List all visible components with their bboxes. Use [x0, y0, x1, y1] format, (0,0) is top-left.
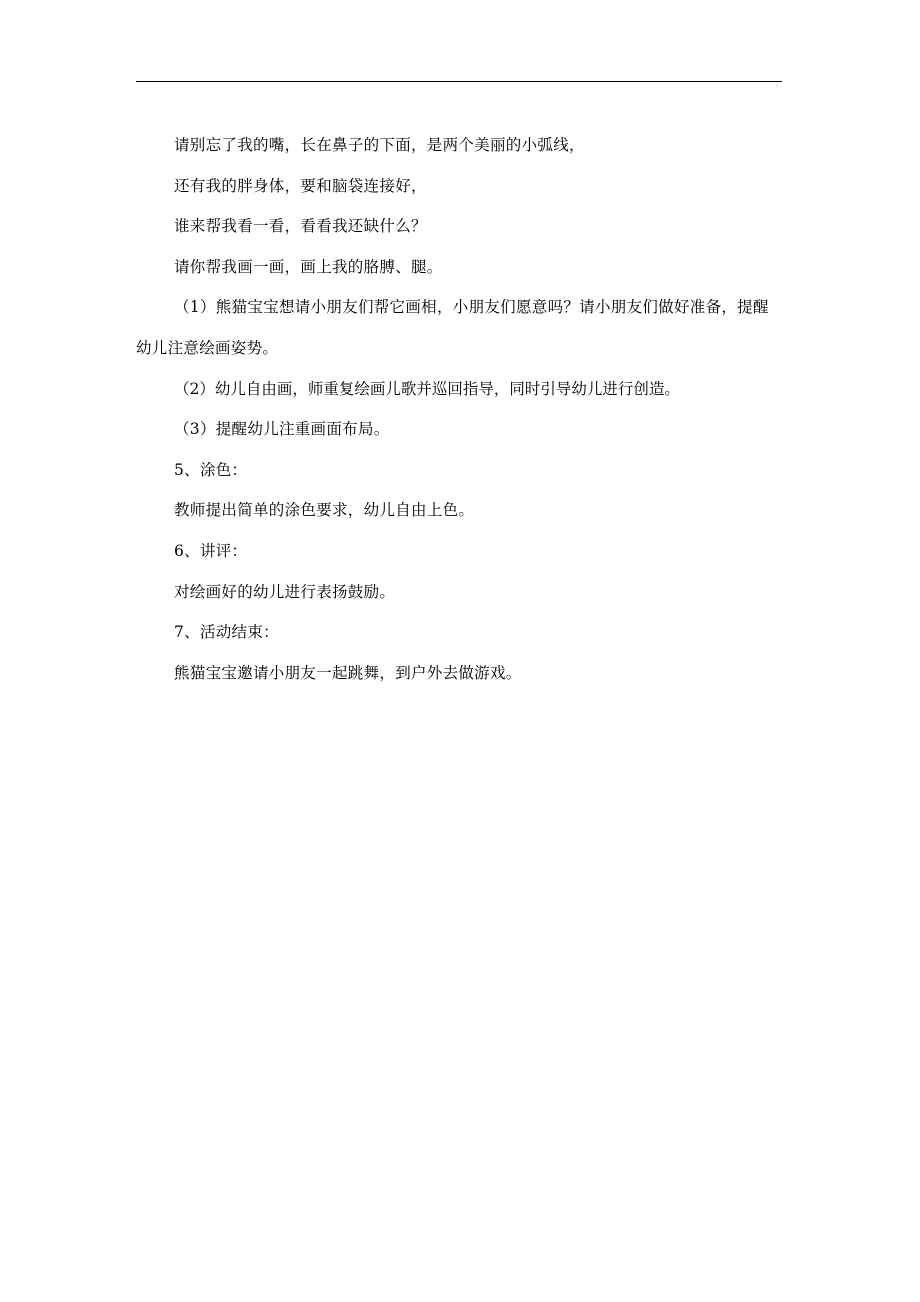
document-body	[136, 125, 782, 693]
paragraph-missing: 谁来帮我看一看，看看我还缺什么？	[174, 217, 427, 236]
heading-review: 6、讲评：	[174, 541, 248, 560]
paragraph-draw-limbs: 请你帮我画一画，画上我的胳膊、腿。	[174, 257, 443, 276]
heading-activity-end: 7、活动结束：	[174, 623, 279, 642]
paragraph-mouth: 请别忘了我的嘴，长在鼻子的下面，是两个美丽的小弧线，	[174, 136, 585, 154]
paragraph-step-1: （1）熊猫宝宝想请小朋友们帮它画相，小朋友们愿意吗？请小朋友们做好准备，提醒幼儿注意绘画姿势。	[136, 298, 769, 357]
paragraph-step-2: （2）幼儿自由画，师重复绘画儿歌并巡回指导，同时引导幼儿进行创造。	[174, 379, 680, 398]
header-rule	[136, 81, 782, 82]
paragraph-step-3: （3）提醒幼儿注重画面布局。	[174, 420, 390, 439]
paragraph-activity-end: 熊猫宝宝邀请小朋友一起跳舞，到户外去做游戏。	[174, 663, 522, 682]
paragraph-coloring: 教师提出简单的涂色要求，幼儿自由上色。	[174, 501, 475, 520]
paragraph-body: 还有我的胖身体，要和脑袋连接好，	[174, 176, 427, 195]
paragraph-review: 对绘画好的幼儿进行表扬鼓励。	[174, 582, 396, 601]
heading-coloring: 5、涂色：	[174, 460, 248, 479]
